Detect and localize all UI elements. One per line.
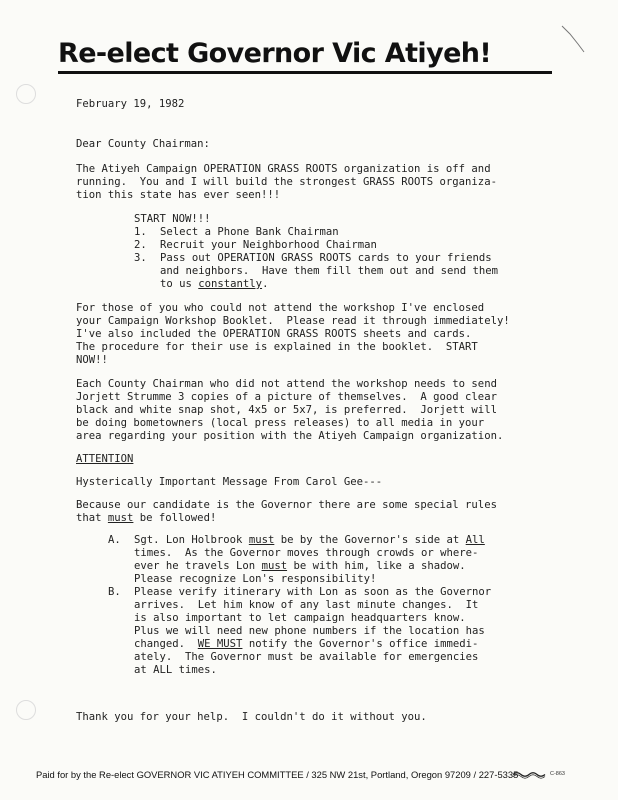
text-line xyxy=(134,638,478,651)
text-segment: be by the Governor's side at xyxy=(274,534,466,546)
text-line: your Campaign Workshop Booklet. Please read it through immediately! xyxy=(76,315,510,327)
text-line: tion this state has ever seen!!! xyxy=(76,189,281,201)
start-now-heading: START NOW!!! xyxy=(134,213,211,225)
text-segment: Sgt. Lon Holbrook xyxy=(134,534,249,546)
step-number: 3. xyxy=(134,252,147,264)
emphasis-underlined: constantly xyxy=(198,278,263,290)
salutation: Dear County Chairman: xyxy=(76,138,210,150)
text-line: Please verify itinerary with Lon as soon as the Governor xyxy=(134,586,492,598)
text-line: black and white snap shot, 4x5 or 5x7, is preferred. Jorjett will xyxy=(76,404,497,416)
text-line xyxy=(134,560,466,573)
step-text: Recruit your Neighborhood Chairman xyxy=(160,239,377,251)
headline-underline xyxy=(58,71,552,74)
emphasis-underlined: must xyxy=(261,560,288,572)
punch-hole-bottom xyxy=(16,700,36,720)
text-line: NOW!! xyxy=(76,354,108,366)
text-line: at ALL times. xyxy=(134,664,217,676)
message-heading: Hysterically Important Message From Carol Gee--- xyxy=(76,476,383,488)
text-line: The procedure for their use is explained in the booklet. START xyxy=(76,341,478,353)
emphasis-underlined: must xyxy=(248,534,275,546)
text-line: Please recognize Lon's responsibility! xyxy=(134,573,377,585)
text-line: arrives. Let him know of any last minute changes. It xyxy=(134,599,479,611)
text-line: The Atiyeh Campaign OPERATION GRASS ROOTS organization is off and xyxy=(76,163,491,175)
attention-heading: ATTENTION xyxy=(76,453,134,465)
emphasis-underlined: All xyxy=(465,534,485,546)
step-text-last xyxy=(160,278,268,291)
text-line: be doing bometowners (local press releases) to all media in your xyxy=(76,417,485,429)
paid-for-by-disclaimer: Paid for by the Re-elect GOVERNOR VIC ATIYEH COMMITTEE / 325 NW 21st, Portland, Oregon 97209 / 227-5335 xyxy=(36,769,519,780)
text-line: running. You and I will build the strongest GRASS ROOTS organiza- xyxy=(76,176,497,188)
text-line: Plus we will need new phone numbers if the location has xyxy=(134,625,485,637)
step-number: 1. xyxy=(134,226,147,238)
text-line: I've also included the OPERATION GRASS ROOTS sheets and cards. xyxy=(76,328,472,340)
pen-mark xyxy=(560,22,590,58)
text-segment: ever he travels Lon xyxy=(134,560,262,572)
emphasis-underlined: WE MUST xyxy=(197,638,243,650)
text-segment: that xyxy=(76,512,108,524)
step-text: Select a Phone Bank Chairman xyxy=(160,226,339,238)
punch-hole-top xyxy=(16,84,36,104)
campaign-headline: Re-elect Governor Vic Atiyeh! xyxy=(58,38,492,69)
step-text: Pass out OPERATION GRASS ROOTS cards to your friends xyxy=(160,252,492,264)
union-label-icon xyxy=(512,770,546,779)
text-segment: notify the Governor's office immedi- xyxy=(242,638,479,650)
text-segment: . xyxy=(262,278,269,290)
closing-line: Thank you for your help. I couldn't do it without you. xyxy=(76,711,427,723)
text-line: times. As the Governor moves through crowds or where- xyxy=(134,547,479,559)
text-segment: changed. xyxy=(134,638,198,650)
text-line: area regarding your position with the Atiyeh Campaign organization. xyxy=(76,430,504,442)
step-text: and neighbors. Have them fill them out and send them xyxy=(160,265,499,277)
text-segment: be with him, like a shadow. xyxy=(287,560,466,572)
text-line: Because our candidate is the Governor there are some special rules xyxy=(76,499,497,511)
text-line: ately. The Governor must be available for emergencies xyxy=(134,651,479,663)
rule-letter: B. xyxy=(108,586,121,598)
letter-date: February 19, 1982 xyxy=(76,98,185,110)
text-line: For those of you who could not attend the workshop I've enclosed xyxy=(76,302,485,314)
text-segment: be followed! xyxy=(133,512,217,524)
text-line xyxy=(134,534,485,547)
text-line xyxy=(76,512,216,525)
text-line: is also important to let campaign headquarters know. xyxy=(134,612,466,624)
emphasis-underlined: must xyxy=(107,512,134,524)
text-line: Jorjett Strumme 3 copies of a picture of themselves. A good clear xyxy=(76,391,497,403)
rule-letter: A. xyxy=(108,534,121,546)
text-segment: to us xyxy=(160,278,199,290)
step-number: 2. xyxy=(134,239,147,251)
union-label-code: C-863 xyxy=(550,771,565,777)
text-line: Each County Chairman who did not attend the workshop needs to send xyxy=(76,378,497,390)
